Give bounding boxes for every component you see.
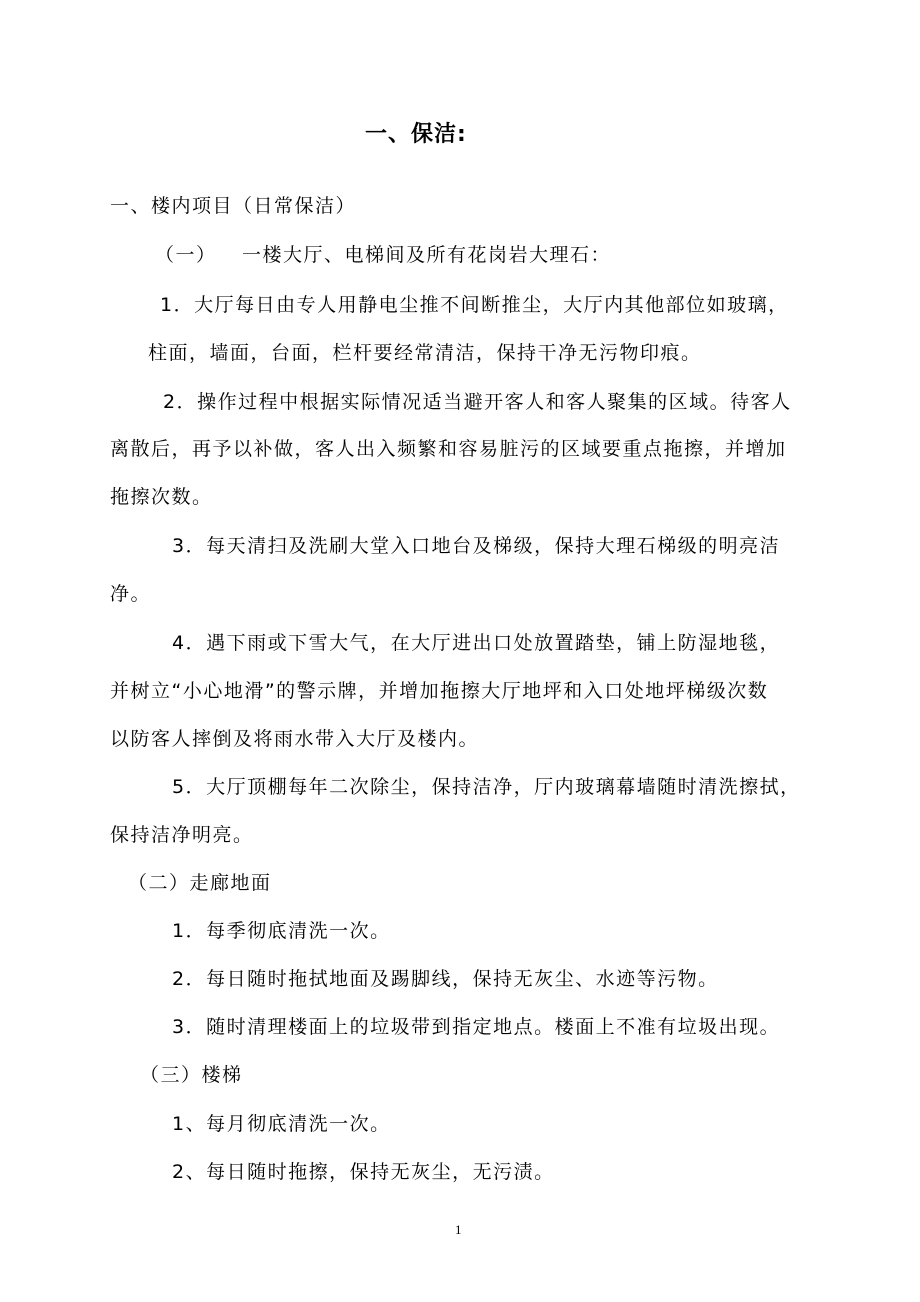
section-heading: 一、楼内项目（日常保洁）	[110, 195, 357, 217]
lobby-item3-line1: 3．每天清扫及洗刷大堂入口地台及梯级，保持大理石梯级的明亮洁	[172, 535, 781, 557]
lobby-item1-line2: 柱面，墙面，台面，栏杆要经常清洁，保持干净无污物印痕。	[148, 342, 702, 364]
lobby-item2-line1: 2．操作过程中根据实际情况适当避开客人和客人聚集的区域。待客人	[163, 391, 792, 413]
corridor-item3: 3．随时清理楼面上的垃圾带到指定地点。楼面上不准有垃圾出现。	[172, 1016, 781, 1038]
corridor-item2: 2．每日随时拖拭地面及踢脚线，保持无灰尘、水迹等污物。	[172, 968, 719, 990]
stairs-item2: 2、每日随时拖擦，保持无灰尘，无污渍。	[172, 1161, 555, 1183]
lobby-heading-text: 一楼大厅、电梯间及所有花岗岩大理石：	[242, 244, 612, 266]
lobby-item2-line3: 拖擦次数。	[110, 486, 213, 508]
lobby-item2-line2: 离散后，再予以补做，客人出入频繁和容易脏污的区域要重点拖擦，并增加	[110, 438, 787, 460]
lobby-heading-number: （一）	[155, 244, 217, 266]
lobby-item3-line2: 净。	[110, 583, 152, 605]
document-title: 一、保洁:	[365, 122, 467, 147]
corridor-heading: （二）走廊地面	[128, 872, 272, 894]
lobby-item4-line3: 以防客人摔倒及将雨水带入大厅及楼内。	[110, 728, 480, 750]
lobby-item4-line2: 并树立“小心地滑”的警示牌，并增加拖擦大厅地坪和入口处地坪梯级次数	[110, 680, 769, 702]
lobby-item5-line2: 保持洁净明亮。	[110, 824, 254, 846]
stairs-heading: （三）楼梯	[140, 1064, 243, 1086]
lobby-item4-line1: 4．遇下雨或下雪大气，在大厅进出口处放置踏垫，铺上防湿地毯，	[172, 632, 781, 654]
lobby-item1-line1: 1．大厅每日由专人用静电尘推不间断推尘，大厅内其他部位如玻璃，	[160, 294, 789, 316]
corridor-item1: 1．每季彻底清洗一次。	[172, 920, 391, 942]
page-number: 1	[455, 1222, 462, 1237]
stairs-item1: 1、每月彻底清洗一次。	[172, 1113, 391, 1135]
lobby-item5-line1: 5．大厅顶棚每年二次除尘，保持洁净，厅内玻璃幕墙随时清洗擦拭，	[172, 776, 801, 798]
